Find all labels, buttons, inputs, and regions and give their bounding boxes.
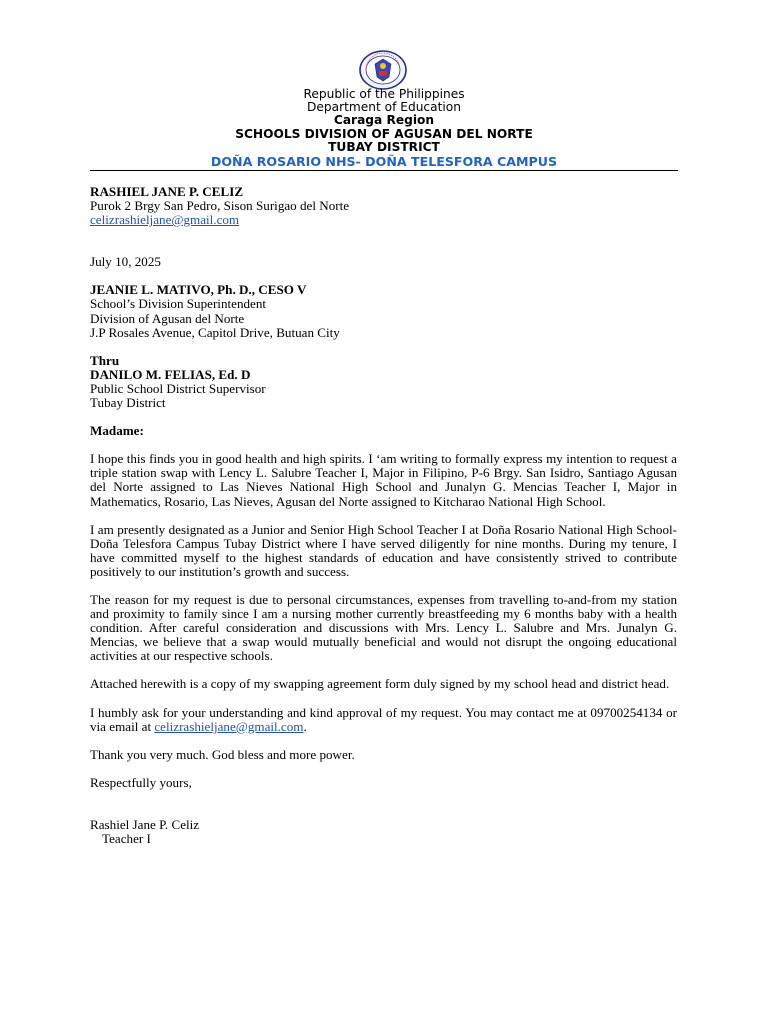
paragraph-2: I am presently designated as a Junior and Senior High School Teacher I at Doña Rosario National High School- Doña Telesfora Campus Tubay District where I have served diligently for nine months. During my tenure, I have committed myself to the highest standards of education and have consistently strived to contribute positively to our institution’s growth and success. [90,521,677,579]
letterhead-division: SCHOOLS DIVISION OF AGUSAN DEL NORTE [235,126,533,141]
contact-email-link[interactable]: celizrashieljane@gmail.com [154,718,304,734]
paragraph-5 [90,706,677,734]
letterhead-republic: Republic of the Philippines [303,87,465,101]
recipient-address: J.P Rosales Avenue, Capitol Drive, Butuan City [90,324,340,340]
thru-name: DANILO M. FELIAS, Ed. D [90,366,251,382]
letterhead-campus: DOÑA ROSARIO NHS- DOÑA TELESFORA CAMPUS [210,154,558,170]
paragraph-4: Attached herewith is a copy of my swapping agreement form duly signed by my school head and district head. [90,676,670,692]
letter-date: July 10, 2025 [90,254,161,270]
letterhead-region: Caraga Region [333,113,435,128]
salutation: Madame: [90,423,144,439]
recipient-title: School’s Division Superintendent [90,296,267,312]
signature-title: Teacher I [102,831,151,846]
sender-address: Purok 2 Brgy San Pedro, Sison Surigao del Norte [90,198,350,214]
header-divider [90,170,678,171]
letter-body [90,185,677,846]
paragraph-1: I hope this finds you in good health and high spirits. I ‘am writing to formally express my intention to request a triple station swap with Lency L. Salubre Teacher I, Major in Filipino, P-6 Brgy. San Isidro, Santiago Agusan del Norte assigned to Las Nieves National High School and Junalyn G. Mencias Teacher I, Major in Mathematics, Rosario, Las Nieves, Agusan del Norte assigned to Kitcharao National High School. [90,451,677,509]
thru-title: Public School District Supervisor [90,380,266,396]
recipient-name: JEANIE L. MATIVO, Ph. D., CESO V [90,282,307,298]
closing: Respectfully yours, [90,774,192,790]
deped-seal-logo [358,50,408,90]
signature-name: Rashiel Jane P. Celiz [90,816,200,832]
letterhead-department: Department of Education [307,100,461,115]
paragraph-5-text: I humbly ask for your understanding and kind approval of my request. You may contact me at 09700254134 or via email at [90,704,677,734]
paragraph-6: Thank you very much. God bless and more power. [90,746,355,762]
recipient-office: Division of Agusan del Norte [90,310,245,326]
letterhead [0,88,768,169]
sender-name: RASHIEL JANE P. CELIZ [90,184,244,199]
paragraph-5-end: . [303,718,307,734]
thru-office: Tubay District [90,395,166,411]
letterhead-district: TUBAY DISTRICT [328,139,440,154]
paragraph-3: The reason for my request is due to personal circumstances, expenses from travelling to-and-from my station and proximity to family since I am a nursing mother currently breastfeeding my 6 months baby with a health condition. After careful consideration and discussions with Mrs. Lency L. Salubre and Mrs. Junalyn G. Mencias, we believe that a swap would mutually beneficial and would not disrupt the ongoing educational activities at our respective schools. [90,591,677,664]
thru-label: Thru [90,352,120,368]
sender-email-link[interactable]: celizrashieljane@gmail.com [90,212,240,228]
